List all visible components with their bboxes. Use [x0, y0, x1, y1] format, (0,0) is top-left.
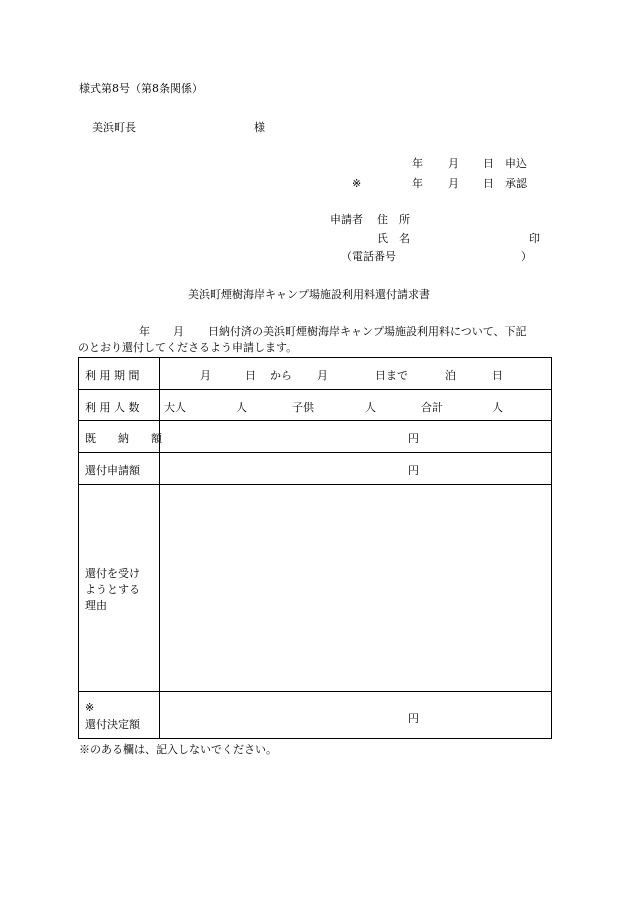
phone-open: （電話番号: [341, 250, 396, 263]
people-child: 子供: [292, 401, 314, 414]
apply-day: 日: [483, 157, 494, 170]
approve-day: 日: [483, 177, 494, 190]
period-label: 利 用 期 間: [85, 369, 140, 382]
recipient-name: 美浜町長: [92, 121, 136, 134]
seal-mark: 印: [529, 232, 540, 245]
apply-year: 年: [412, 157, 423, 170]
people-adult-unit: 人: [236, 401, 247, 414]
intro-line2: のとおり還付してくださるよう申請します。: [78, 341, 298, 354]
name-label: 氏 名: [377, 232, 410, 245]
document-title: 美浜町煙樹海岸キャンプ場施設利用料還付請求書: [188, 288, 430, 301]
people-label: 利 用 人 数: [85, 401, 140, 414]
apply-label: 申込: [505, 157, 527, 170]
period-month2: 月: [317, 369, 328, 382]
people-child-unit: 人: [365, 401, 376, 414]
intro-rest: 日納付済の美浜町煙樹海岸キャンプ場施設利用料について、下記: [208, 325, 527, 338]
people-total-unit: 人: [492, 401, 503, 414]
reason-label-2: ようとする: [85, 583, 140, 596]
approve-label: 承認: [505, 177, 527, 190]
period-month1: 月: [200, 369, 211, 382]
decision-unit: 円: [408, 712, 419, 725]
row-period: [79, 358, 551, 390]
approve-month: 月: [448, 177, 459, 190]
decision-label: 還付決定額: [85, 718, 140, 731]
people-total: 合計: [421, 401, 443, 414]
address-label: 住 所: [377, 213, 410, 226]
period-day1: 日: [245, 369, 256, 382]
row-decision: [79, 692, 551, 738]
intro-year: 年: [139, 325, 150, 338]
approve-mark: ※: [352, 177, 362, 190]
refund-table: [78, 357, 552, 739]
reason-label-1: 還付を受け: [85, 567, 140, 580]
footnote: ※のある欄は、記入しないでください。: [79, 743, 277, 756]
paid-unit: 円: [408, 432, 419, 445]
row-paid: [79, 421, 551, 453]
people-adult: 大人: [164, 401, 186, 414]
reason-label-3: 理由: [85, 599, 107, 612]
apply-month: 月: [448, 157, 459, 170]
row-refund-request: [79, 453, 551, 485]
phone-close: ）: [521, 250, 532, 263]
decision-mark: ※: [85, 701, 95, 714]
intro-month: 月: [173, 325, 184, 338]
refund-request-label: 還付申請額: [85, 464, 140, 477]
applicant-label: 申請者: [330, 213, 363, 226]
approve-year: 年: [412, 177, 423, 190]
row-people: [79, 390, 551, 421]
period-until: 日まで: [375, 369, 408, 382]
period-nights: 泊: [445, 369, 456, 382]
paid-label: 既 納 額: [85, 432, 162, 445]
period-days: 日: [492, 369, 503, 382]
row-reason: [79, 485, 551, 692]
form-number: 様式第8号（第8条関係）: [79, 82, 203, 95]
recipient-suffix: 様: [254, 121, 265, 134]
period-from: から: [270, 369, 292, 382]
refund-request-unit: 円: [408, 464, 419, 477]
